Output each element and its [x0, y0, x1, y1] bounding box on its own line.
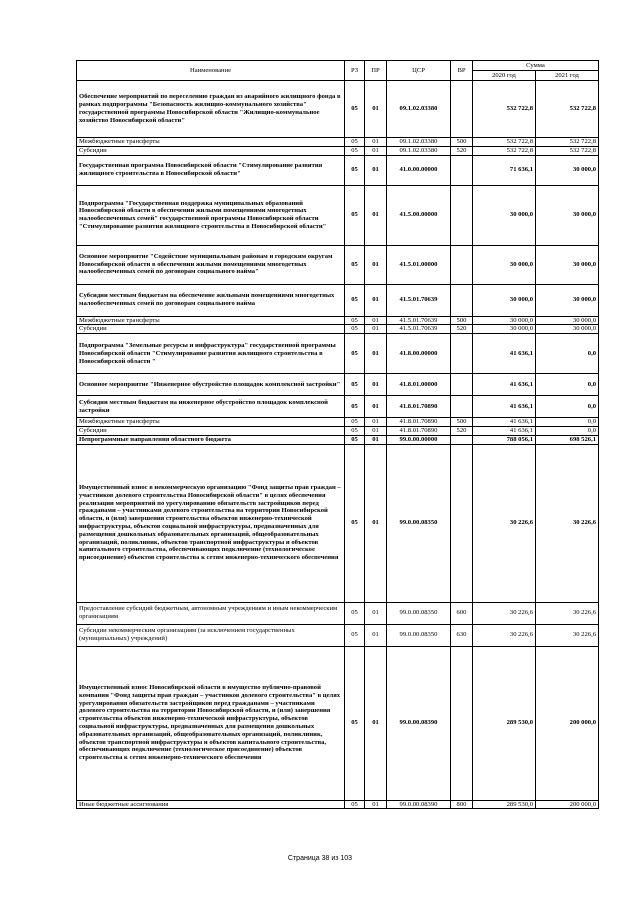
- row-csr: 99.0.00.08350: [387, 624, 451, 646]
- row-name: Непрограммные направления областного бюджета: [77, 435, 345, 444]
- row-rz: 05: [345, 245, 365, 284]
- row-rz: 05: [345, 155, 365, 185]
- table-row: [77, 316, 599, 325]
- row-rz: 05: [345, 646, 365, 800]
- row-pr: 01: [365, 418, 387, 427]
- row-rz: 05: [345, 374, 365, 396]
- row-csr: 09.1.02.03380: [387, 138, 451, 147]
- row-sum-2020: 30 000,0: [473, 185, 536, 245]
- table-body: [77, 81, 599, 809]
- row-sum-2020: 30 000,0: [473, 245, 536, 284]
- header-year-2020: 2020 год: [473, 71, 536, 81]
- row-sum-2020: 289 530,0: [473, 800, 536, 809]
- row-vr: 520: [451, 325, 473, 334]
- row-vr: [451, 245, 473, 284]
- row-csr: 41.5.01.70639: [387, 284, 451, 316]
- row-sum-2021: 0,0: [536, 396, 599, 418]
- table-row: [77, 155, 599, 185]
- row-vr: 500: [451, 316, 473, 325]
- table-row: [77, 426, 599, 435]
- row-csr: 99.0.00.08350: [387, 444, 451, 602]
- row-rz: 05: [345, 426, 365, 435]
- row-name: Государственная программа Новосибирской области "Стимулирование развития жилищного строительства в Новосибирской области": [77, 155, 345, 185]
- row-pr: 01: [365, 81, 387, 138]
- row-rz: 05: [345, 396, 365, 418]
- row-vr: [451, 284, 473, 316]
- table-header: [77, 61, 599, 81]
- row-vr: [451, 185, 473, 245]
- row-rz: 05: [345, 334, 365, 374]
- table-row: [77, 284, 599, 316]
- row-name: Обеспечение мероприятий по переселению граждан из аварийного жилищного фонда в рамках подпрограммы "Безопасность жилищно-коммунального хозяйства" государственной программы Новосибирской области "Жилищно-коммунальное хозяйство Новосибирской области": [77, 81, 345, 138]
- row-csr: 41.0.00.00000: [387, 155, 451, 185]
- row-sum-2020: 30 000,0: [473, 284, 536, 316]
- row-name: Субсидии: [77, 146, 345, 155]
- header-year-2021: 2021 год: [536, 71, 599, 81]
- table-row: [77, 334, 599, 374]
- table-row: [77, 435, 599, 444]
- row-rz: 05: [345, 435, 365, 444]
- row-vr: [451, 646, 473, 800]
- row-sum-2020: 30 226,6: [473, 624, 536, 646]
- page-number: Страница 38 из 103: [287, 855, 353, 862]
- row-rz: 05: [345, 418, 365, 427]
- row-vr: [451, 396, 473, 418]
- row-vr: 500: [451, 138, 473, 147]
- table-row: [77, 185, 599, 245]
- row-csr: 99.0.00.08390: [387, 800, 451, 809]
- row-name: Основное мероприятие "Инженерное обустройство площадок комплексной застройки": [77, 374, 345, 396]
- row-rz: 05: [345, 602, 365, 624]
- table-row: [77, 800, 599, 809]
- table-row: [77, 325, 599, 334]
- row-sum-2021: 532 722,8: [536, 138, 599, 147]
- row-vr: 500: [451, 418, 473, 427]
- row-vr: [451, 81, 473, 138]
- row-pr: 01: [365, 435, 387, 444]
- table-row: [77, 245, 599, 284]
- row-sum-2021: 200 000,0: [536, 646, 599, 800]
- row-rz: 05: [345, 185, 365, 245]
- table-row: [77, 138, 599, 147]
- row-pr: 01: [365, 316, 387, 325]
- row-pr: 01: [365, 426, 387, 435]
- row-name: Подпрограмма "Государственная поддержка муниципальных образований Новосибирской области в обеспечении жилыми помещениями многодетных малообеспеченных семей" государственной программы Новосибирской области "Стимулирование развития жилищного строительства в Новосибирской области": [77, 185, 345, 245]
- row-sum-2021: 30 000,0: [536, 325, 599, 334]
- row-sum-2020: 30 000,0: [473, 316, 536, 325]
- row-sum-2021: 30 000,0: [536, 185, 599, 245]
- row-sum-2021: 30 000,0: [536, 155, 599, 185]
- table-row: [77, 396, 599, 418]
- row-rz: 05: [345, 146, 365, 155]
- row-vr: 600: [451, 602, 473, 624]
- row-vr: [451, 435, 473, 444]
- row-rz: 05: [345, 138, 365, 147]
- table-row: [77, 81, 599, 138]
- row-sum-2020: 41 636,1: [473, 426, 536, 435]
- header-csr: ЦСР: [387, 61, 451, 81]
- row-name: Субсидии местным бюджетам на инженерное обустройство площадок комплексной застройки: [77, 396, 345, 418]
- row-pr: 01: [365, 146, 387, 155]
- row-sum-2020: 30 226,6: [473, 602, 536, 624]
- row-sum-2020: 41 636,1: [473, 334, 536, 374]
- row-name: Субсидии: [77, 426, 345, 435]
- row-name: Иные бюджетные ассигнования: [77, 800, 345, 809]
- row-rz: 05: [345, 316, 365, 325]
- row-vr: 630: [451, 624, 473, 646]
- row-csr: 41.5.01.00000: [387, 245, 451, 284]
- row-pr: 01: [365, 245, 387, 284]
- row-sum-2021: 0,0: [536, 334, 599, 374]
- row-sum-2020: 532 722,8: [473, 146, 536, 155]
- row-pr: 01: [365, 444, 387, 602]
- row-name: Субсидии местным бюджетам на обеспечение жильными помещениями многодетных малообеспеченных семей по договорам социального найма: [77, 284, 345, 316]
- row-sum-2020: 41 636,1: [473, 374, 536, 396]
- table-row: [77, 374, 599, 396]
- row-sum-2020: 41 636,1: [473, 418, 536, 427]
- row-name: Межбюджетные трансферты: [77, 316, 345, 325]
- row-rz: 05: [345, 325, 365, 334]
- row-sum-2021: 0,0: [536, 418, 599, 427]
- header-name: Наименование: [77, 61, 345, 81]
- row-sum-2021: 698 526,1: [536, 435, 599, 444]
- row-csr: 41.5.01.70639: [387, 316, 451, 325]
- row-name: Субсидии некоммерческим организациям (за исключением государственных (муниципальных) учреждений): [77, 624, 345, 646]
- row-rz: 05: [345, 800, 365, 809]
- row-sum-2020: 788 056,1: [473, 435, 536, 444]
- row-pr: 01: [365, 138, 387, 147]
- row-sum-2021: 30 226,6: [536, 602, 599, 624]
- row-csr: 41.8.00.00000: [387, 334, 451, 374]
- row-csr: 41.5.01.70639: [387, 325, 451, 334]
- header-sum: Сумма: [473, 61, 599, 71]
- row-sum-2020: 41 636,1: [473, 396, 536, 418]
- row-csr: 41.8.01.70890: [387, 418, 451, 427]
- row-name: Межбюджетные трансферты: [77, 418, 345, 427]
- row-sum-2021: 30 000,0: [536, 284, 599, 316]
- row-csr: 41.5.00.00000: [387, 185, 451, 245]
- row-sum-2021: 0,0: [536, 374, 599, 396]
- row-pr: 01: [365, 334, 387, 374]
- row-pr: 01: [365, 284, 387, 316]
- row-sum-2020: 71 636,1: [473, 155, 536, 185]
- row-csr: 99.0.00.00000: [387, 435, 451, 444]
- row-vr: 520: [451, 146, 473, 155]
- row-sum-2020: 532 722,8: [473, 138, 536, 147]
- row-sum-2021: 30 226,6: [536, 624, 599, 646]
- table-row: [77, 624, 599, 646]
- table-row: [77, 444, 599, 602]
- row-pr: 01: [365, 325, 387, 334]
- row-vr: [451, 155, 473, 185]
- table-row: [77, 646, 599, 800]
- row-pr: 01: [365, 374, 387, 396]
- header-pr: ПР: [365, 61, 387, 81]
- row-pr: 01: [365, 602, 387, 624]
- row-vr: 520: [451, 426, 473, 435]
- row-sum-2021: 0,0: [536, 426, 599, 435]
- row-pr: 01: [365, 185, 387, 245]
- row-csr: 09.1.02.03380: [387, 146, 451, 155]
- row-csr: 41.8.01.70890: [387, 396, 451, 418]
- budget-table: [76, 60, 599, 809]
- row-csr: 41.8.01.70890: [387, 426, 451, 435]
- row-csr: 41.8.01.00000: [387, 374, 451, 396]
- row-sum-2021: 30 000,0: [536, 316, 599, 325]
- row-sum-2020: 30 000,0: [473, 325, 536, 334]
- row-csr: 99.0.00.08390: [387, 646, 451, 800]
- row-name: Имущественный взнос в некоммерческую организацию "Фонд защиты прав граждан – участников долевого строительства Новосибирской области" в целях обеспечения реализации мероприятий по урегулированию обязательств застройщиков перед гражданами – участниками долевого строительства на территории Новосибирской области, и (или) завершения строительства объектов инженерно-технической инфраструктуры, объектов социальной инфраструктуры, предназначенных для размещения дошкольных образовательных организаций, общеобразовательных организаций, поликлиник, объектов транспортной инфраструктуры и объектов капитального строительства, обеспечивающих подключение (технологическое присоединение) объектов строительства к сетям инженерно-технического обеспечения: [77, 444, 345, 602]
- row-sum-2021: 532 722,8: [536, 146, 599, 155]
- row-sum-2021: 532 722,8: [536, 81, 599, 138]
- row-pr: 01: [365, 646, 387, 800]
- row-pr: 01: [365, 800, 387, 809]
- row-sum-2021: 30 000,0: [536, 245, 599, 284]
- row-pr: 01: [365, 624, 387, 646]
- table-row: [77, 146, 599, 155]
- header-rz: РЗ: [345, 61, 365, 81]
- row-name: Подпрограмма "Земельные ресурсы и инфраструктура" государственной программы Новосибирской области "Стимулирование развития жилищного строительства в Новосибирской области ": [77, 334, 345, 374]
- row-rz: 05: [345, 444, 365, 602]
- row-sum-2020: 30 226,6: [473, 444, 536, 602]
- table-row: [77, 602, 599, 624]
- row-name: Субсидии: [77, 325, 345, 334]
- row-sum-2021: 200 000,0: [536, 800, 599, 809]
- row-sum-2020: 532 722,8: [473, 81, 536, 138]
- row-name: Межбюджетные трансферты: [77, 138, 345, 147]
- row-sum-2021: 30 226,6: [536, 444, 599, 602]
- row-csr: 09.1.02.03380: [387, 81, 451, 138]
- row-vr: [451, 374, 473, 396]
- table-row: [77, 418, 599, 427]
- row-rz: 05: [345, 284, 365, 316]
- row-pr: 01: [365, 396, 387, 418]
- row-sum-2020: 289 530,0: [473, 646, 536, 800]
- row-vr: [451, 444, 473, 602]
- row-rz: 05: [345, 81, 365, 138]
- row-pr: 01: [365, 155, 387, 185]
- row-rz: 05: [345, 624, 365, 646]
- row-name: Основное мероприятие "Содействие муниципальным районам и городским округам Новосибирской области в обеспечении жилыми помещениями многодетных малообеспеченных семей по договорам социального найма": [77, 245, 345, 284]
- row-vr: 800: [451, 800, 473, 809]
- header-vr: ВР: [451, 61, 473, 81]
- row-csr: 99.0.00.08350: [387, 602, 451, 624]
- row-name: Имущественный взнос Новосибирской области в имущество публично-правовой компании "Фонд защиты прав граждан – участников долевого строительства" в целях урегулирования обязательств застройщиков перед гражданами – участниками долевого строительства на территории Новосибирской области, и (или) завершения строительства объектов инженерно-технической инфраструктуры, объектов социальной инфраструктуры, предназначенных для размещения дошкольных образовательных организаций, общеобразовательных организаций, поликлиник, объектов транспортной инфраструктуры и объектов капитального строительства, обеспечивающих подключение (технологическое присоединение) объектов строительства к сетям инженерно-технического обеспечения: [77, 646, 345, 800]
- row-vr: [451, 334, 473, 374]
- row-name: Предоставление субсидий бюджетным, автономным учреждениям и иным некоммерческим организациям: [77, 602, 345, 624]
